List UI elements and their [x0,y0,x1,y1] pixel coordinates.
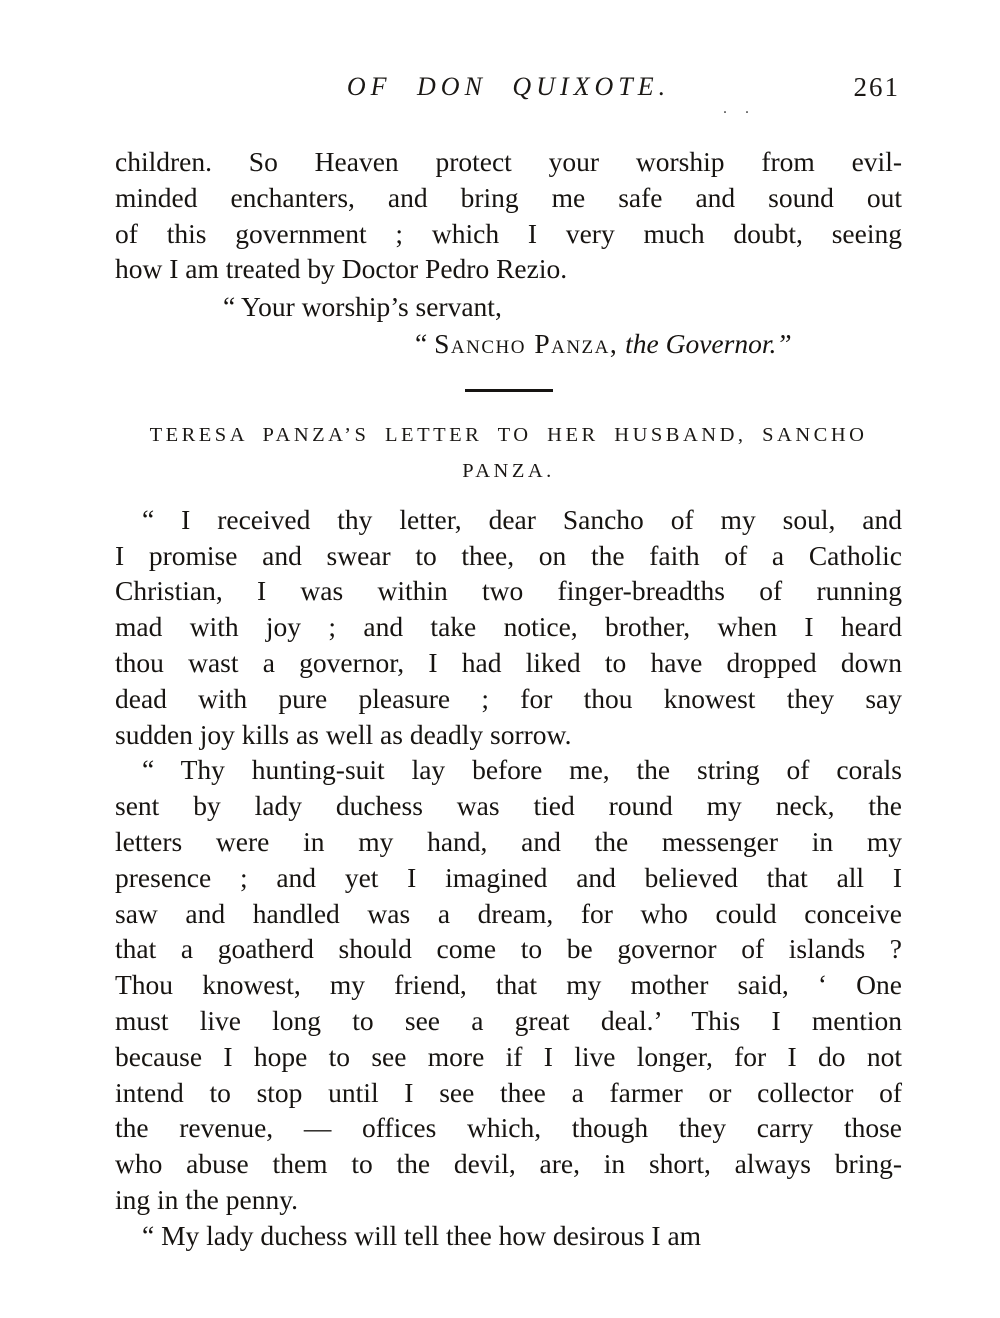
text-line: presence ; and yet I imagined and believed that all I [115,861,902,893]
text-line: I promise and swear to thee, on the faith of a Catholic [115,539,902,571]
text-line: letters were in my hand, and the messenger in my [115,825,902,857]
text-line: dead with pure pleasure ; for thou knowest they say [115,682,902,714]
text-line: intend to stop until I see thee a farmer or collector of [115,1076,902,1108]
text-line: children. So Heaven protect your worship from evil- [115,146,902,177]
letter-signoff: “ Your worship’s servant, [223,291,502,323]
letter-signature [115,326,902,362]
signature-name: Sancho Panza, [434,327,619,359]
text-block [115,0,902,1254]
running-title: OF DON QUIXOTE. [346,72,671,101]
teresa-letter-paragraph-2 [115,752,902,1217]
text-line: how I am treated by Doctor Pedro Rezio. [115,253,568,285]
text-line: the revenue, — offices which, though they carry those [115,1112,902,1144]
text-line: thou wast a governor, I had liked to have dropped down [115,646,902,678]
teresa-letter-paragraph-3 [115,1218,902,1254]
text-line: Christian, I was within two finger-breadths of running [115,575,902,607]
text-line: “ I received thy letter, dear Sancho of my soul, and [142,503,902,535]
text-line: “ Thy hunting-suit lay before me, the string of corals [142,754,902,786]
scan-artifact-dots: . . [723,100,756,117]
section-divider-rule [465,389,553,392]
page-header [115,72,902,117]
text-line: Thou knowest, my friend, that my mother said, ‘ One [115,969,902,1001]
page-number: 261 [853,72,900,102]
text-line: ing in the penny. [115,1183,299,1215]
text-line: sent by lady duchess was tied round my neck, the [115,790,902,822]
text-line: minded enchanters, and bring me safe and sound out [115,181,902,213]
text-line: who abuse them to the devil, are, in short, always bring- [115,1148,902,1180]
text-line: that a goatherd should come to be governor of islands ? [115,933,902,965]
text-line: “ My lady duchess will tell thee how desirous I am [142,1219,702,1251]
section-heading-line-1: TERESA PANZA’S LETTER TO HER HUSBAND, SANCHO [149,423,868,446]
text-line: because I hope to see more if I live longer, for I do not [115,1040,902,1072]
section-heading-line-2: PANZA. [462,459,555,482]
text-line: must live long to see a great deal.’ This I mention [115,1004,902,1036]
section-heading [115,417,902,489]
text-line: saw and handled was a dream, for who could conceive [115,897,902,929]
text-line: of this government ; which I very much doubt, seeing [115,217,902,249]
teresa-letter-paragraph-1 [115,502,902,753]
text-line: mad with joy ; and take notice, brother, when I heard [115,611,902,643]
text-line: sudden joy kills as well as deadly sorrow. [115,718,572,750]
signature-role: the Governor.” [618,327,792,359]
sancho-letter-closing-paragraph [115,144,902,287]
signature-open-quote: “ [415,327,435,359]
